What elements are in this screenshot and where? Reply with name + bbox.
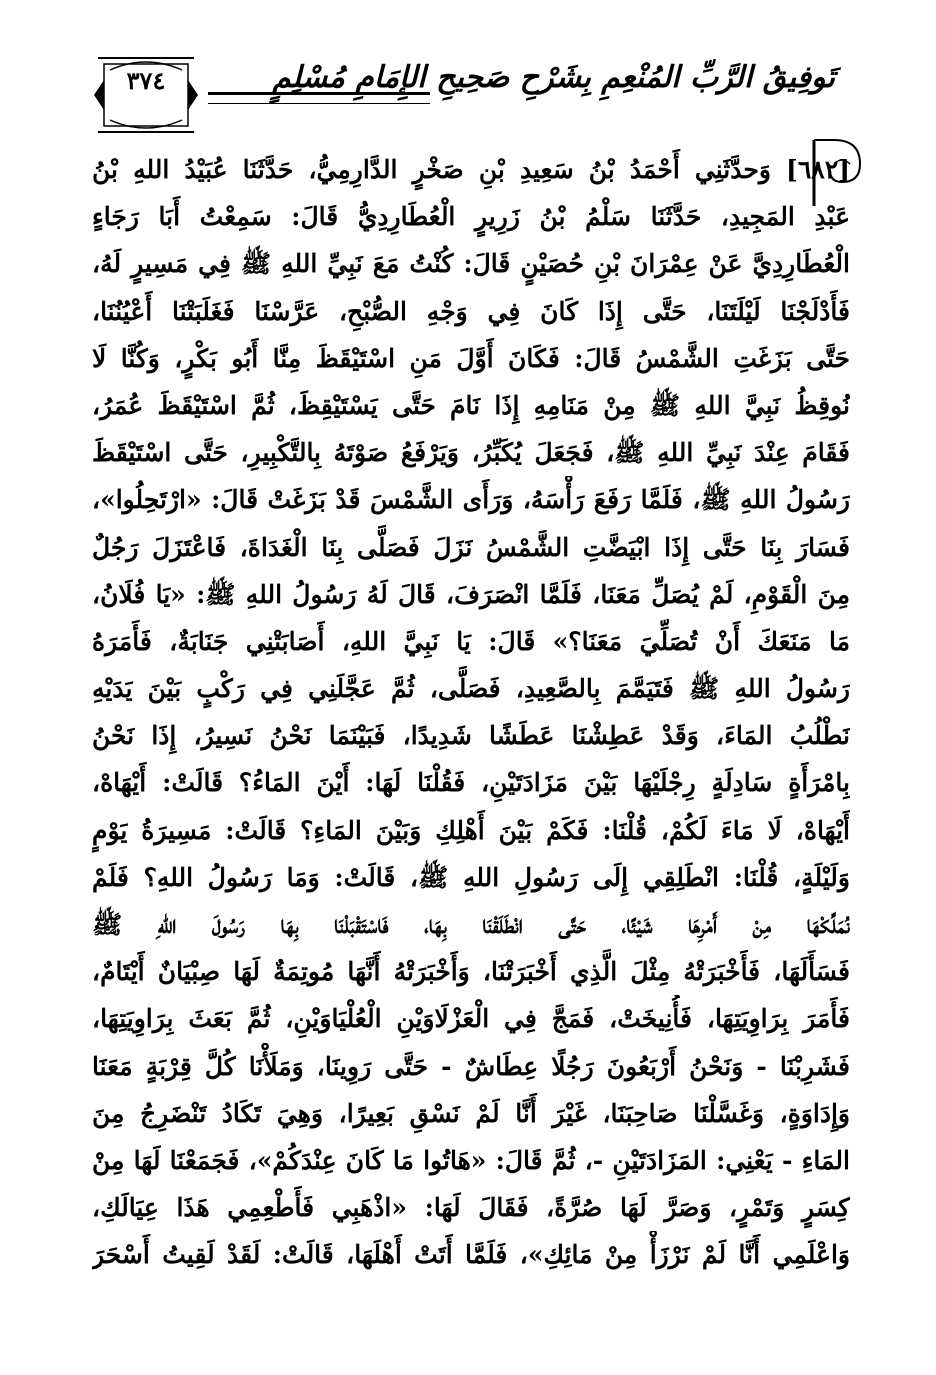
text-line: عَبْدِ المَجِيدِ، حَدَّثَنَا سَلْمُ بْنُ زَرِيرٍ الْعُطَارِدِيُّ قَالَ: سَمِعْتُ أَبَا رَجَاءٍ [92, 202, 850, 232]
text-line: مَا مَنَعَكَ أَنْ تُصَلِّيَ مَعَنَا؟» قَالَ: يَا نَبِيَّ اللهِ، أَصَابَتْنِي جَنَابَةٌ، فَأَمَرَهُ [92, 626, 850, 656]
hadith-text [92, 146, 850, 1279]
text-line: فَسَارَ بِنَا حَتَّى إِذَا ابْيَضَّتِ الشَّمْسُ نَزَلَ فَصَلَّى بِنَا الْغَدَاةَ، فَاعْتَزَلَ رَجُلٌ [92, 532, 850, 562]
text-line: فَسَأَلَهَا، فَأَخْبَرَتْهُ مِثْلَ الَّذِي أَخْبَرَتْنَا، وَأَخْبَرَتْهُ أَنَّهَا مُوتِمَةٌ لَهَا صِبْيَانٌ أَيْتَامٌ، [92, 957, 850, 987]
text-line: وَلَيْلَةٍ، قُلْنَا: انْطَلِقِي إِلَى رَسُولِ اللهِ ﷺ، قَالَتْ: وَمَا رَسُولُ اللهِ؟ فَلَمْ [92, 862, 850, 892]
text-line: نُمَلِّكْهَا مِنْ أَمْرِهَا شَيْئًا، حَتَّى انْطَلَقْنَا بِهَا، فَاسْتَقْبَلْنَا بِهَا رَسُولَ اللهِ ﷺ [92, 910, 850, 939]
text-line: نَطْلُبُ المَاءَ، وَقَدْ عَطِشْنَا عَطَشًا شَدِيدًا، فَبَيْنَمَا نَحْنُ نَسِيرُ، إِذَا نَحْنُ [92, 721, 850, 751]
text-line: مِنَ الْقَوْمِ، لَمْ يُصَلِّ مَعَنَا، فَلَمَّا انْصَرَفَ، قَالَ لَهُ رَسُولُ اللهِ ﷺ: «يَا فُلَانُ، [92, 579, 850, 609]
text-line: فَقَامَ عِنْدَ نَبِيِّ اللهِ ﷺ، فَجَعَلَ يُكَبِّرُ، وَيَرْفَعُ صَوْتَهُ بِالتَّكْبِيرِ، حَتَّى اسْتَيْقَظَ [92, 438, 850, 468]
text-line: رَسُولُ اللهِ ﷺ، فَلَمَّا رَفَعَ رَأْسَهُ، وَرَأَى الشَّمْسَ قَدْ بَزَغَتْ قَالَ: «ارْتَحِلُوا»، [92, 485, 850, 515]
text-line: رَسُولُ اللهِ ﷺ فَتَيَمَّمَ بِالصَّعِيدِ، فَصَلَّى، ثُمَّ عَجَّلَنِي فِي رَكْبٍ بَيْنَ يَدَيْهِ [92, 674, 850, 704]
text-line: [٦٨٢] وَحدَّثَنِي أَحْمَدُ بْنُ سَعِيدِ بْنِ صَخْرٍ الدَّارِمِيُّ، حَدَّثَنَا عُبَيْدُ اللهِ بْنُ [92, 155, 850, 184]
text-line: الْعُطَارِدِيَّ عَنْ عِمْرَانَ بْنِ حُصَيْنٍ قَالَ: كُنْتُ مَعَ نَبِيِّ اللهِ ﷺ فِي مَسِيرٍ لَهُ، [92, 249, 850, 279]
page-header [90, 50, 836, 140]
page-number: ٣٧٤ [126, 66, 166, 95]
text-line: فَأَمَرَ بِرَاوِيَتِهَا، فَأُنِيخَتْ، فَمَجَّ فِي الْعَزْلَاوَيْنِ الْعُلْيَاوَيْنِ، ثُمَّ بَعَثَ بِرَاوِيَتِهَا، [92, 1004, 850, 1034]
text-line: فَأَدْلَجْنَا لَيْلَتَنَا، حَتَّى إِذَا كَانَ فِي وَجْهِ الصُّبْحِ، عَرَّسْنَا فَغَلَبَتْنَا أَعْيُنُنَا، [92, 296, 850, 326]
text-line: أَيْهَاهْ، لَا مَاءَ لَكُمْ، قُلْنَا: فَكَمْ بَيْنَ أَهْلِكِ وَبَيْنَ المَاءِ؟ قَالَتْ: مَسِيرَةُ يَوْمٍ [92, 815, 850, 845]
text-line: كِسَرٍ وَتَمْرٍ، وَصَرَّ لَهَا صُرَّةً، فَقَالَ لَهَا: «اذْهَبِي فَأَطْعِمِي هَذَا عِيَالَكِ، [92, 1193, 850, 1223]
text-line: فَشَرِبْنَا - وَنَحْنُ أَرْبَعُونَ رَجُلًا عِطَاشٌ - حَتَّى رَوِينَا، وَمَلَأْنَا كُلَّ قِرْبَةٍ مَعَنَا [92, 1051, 850, 1081]
text-line: وَإِدَاوَةٍ، وَغَسَّلْنَا صَاحِبَنَا، غَيْرَ أَنَّا لَمْ نَسْقِ بَعِيرًا، وَهِيَ تَكَادُ تَنْضَرِجُ مِنَ [92, 1098, 850, 1128]
book-title: تَوفِيقُ الرَّبِّ المُنْعِمِ بِشَرْحِ صَحِيحِ الإِمَامِ مُسْلِمٍ [272, 60, 835, 95]
text-line: بِامْرَأَةٍ سَادِلَةٍ رِجْلَيْهَا بَيْنَ مَزَادَتَيْنِ، فَقُلْنَا لَهَا: أَيْنَ المَاءُ؟ قَالَتْ: أَيْهَاهْ، [92, 768, 850, 798]
text-line: حَتَّى بَزَغَتِ الشَّمْسُ قَالَ: فَكَانَ أَوَّلَ مَنِ اسْتَيْقَظَ مِنَّا أَبُو بَكْرٍ، وَكُنَّا لَا [92, 343, 850, 373]
text-line: وَاعْلَمِي أَنَّا لَمْ نَرْزَأْ مِنْ مَائِكِ»، فَلَمَّا أَتَتْ أَهْلَهَا، قَالَتْ: لَقَدْ لَقِيتُ أَسْحَرَ [92, 1240, 850, 1270]
text-line: المَاءِ - يَعْنِي: المَزَادَتَيْنِ -، ثُمَّ قَالَ: «هَاتُوا مَا كَانَ عِنْدَكُمْ»، فَجَمَعْنَا لَهَا مِنْ [92, 1145, 850, 1175]
text-line: نُوقِظُ نَبِيَّ اللهِ ﷺ مِنْ مَنَامِهِ إِذَا نَامَ حَتَّى يَسْتَيْقِظَ، ثُمَّ اسْتَيْقَظَ عُمَرُ، [92, 390, 850, 420]
page-number-ornament-icon [90, 50, 202, 140]
